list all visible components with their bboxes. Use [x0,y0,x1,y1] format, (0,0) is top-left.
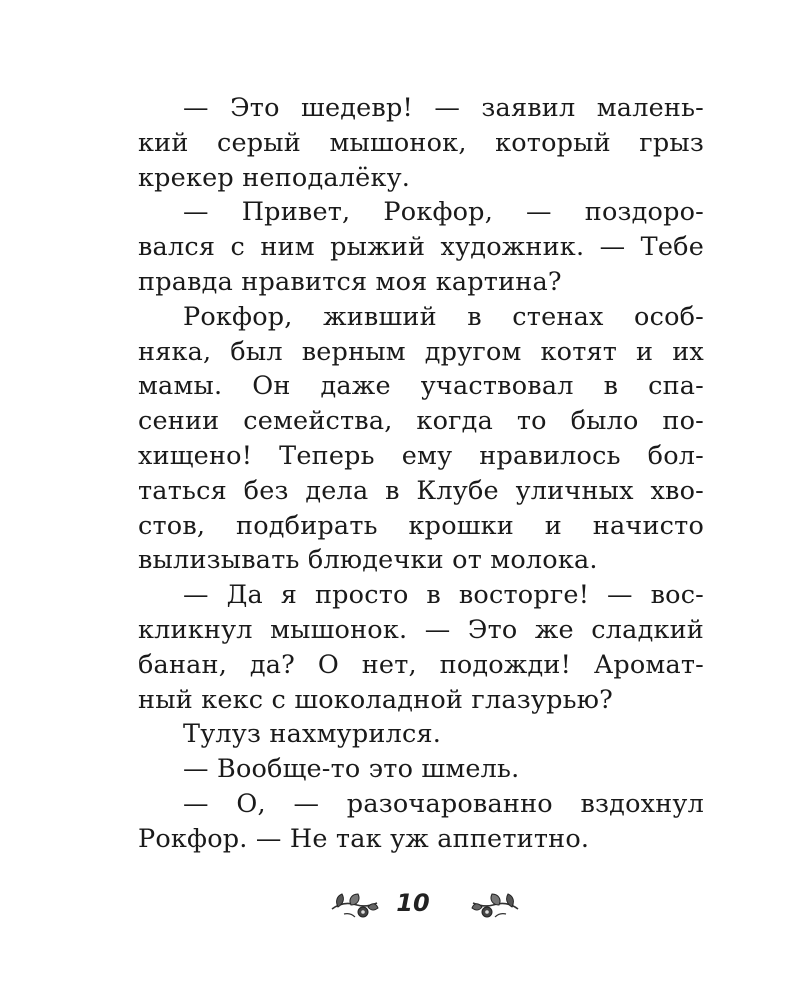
text-line: Рокфор. — Не так уж аппетитно. [138,823,590,854]
text-line: вылизывать блюдечки от молока. [138,545,598,576]
text-line: — Это шедевр! — заявил малень- [183,93,704,123]
text-line: — Да я просто в восторге! — вос- [183,580,704,611]
page-number: 10 [396,889,430,917]
text-line: крекер неподалёку. [138,162,411,193]
floral-ornament-icon [330,885,380,921]
text-line: кликнул мышонок. — Это же сладкий [138,614,704,645]
text-line: мамы. Он даже участвовал в спа- [138,371,704,402]
text-line: — О, — разочарованно вздохнул [183,788,704,819]
text-line: таться без дела в Клубе уличных хво- [138,475,704,506]
text-line: сении семейства, когда то было по- [138,406,704,437]
text-line: Рокфор, живший в стенах особ- [183,301,704,332]
floral-ornament-icon [470,885,520,921]
text-line: стов, подбирать крошки и начисто [138,510,704,541]
text-line: вался с ним рыжий художник. — Тебе [138,232,704,263]
text-line: кий серый мышонок, который грыз [138,127,704,158]
page-text [138,91,704,857]
text-line: Тулуз нахмурился. [183,719,442,750]
text-line: — Вообще-то это шмель. [183,754,520,785]
text-line: ный кекс с шоколадной глазурью? [138,684,613,715]
text-line: няка, был верным другом котят и их [138,336,704,367]
text-line: правда нравится моя картина? [138,266,562,297]
text-line: — Привет, Рокфор, — поздоро- [183,197,704,228]
page-footer [0,883,800,927]
text-line: хищено! Теперь ему нравилось бол- [138,440,704,471]
text-line: банан, да? О нет, подожди! Аромат- [138,649,704,680]
